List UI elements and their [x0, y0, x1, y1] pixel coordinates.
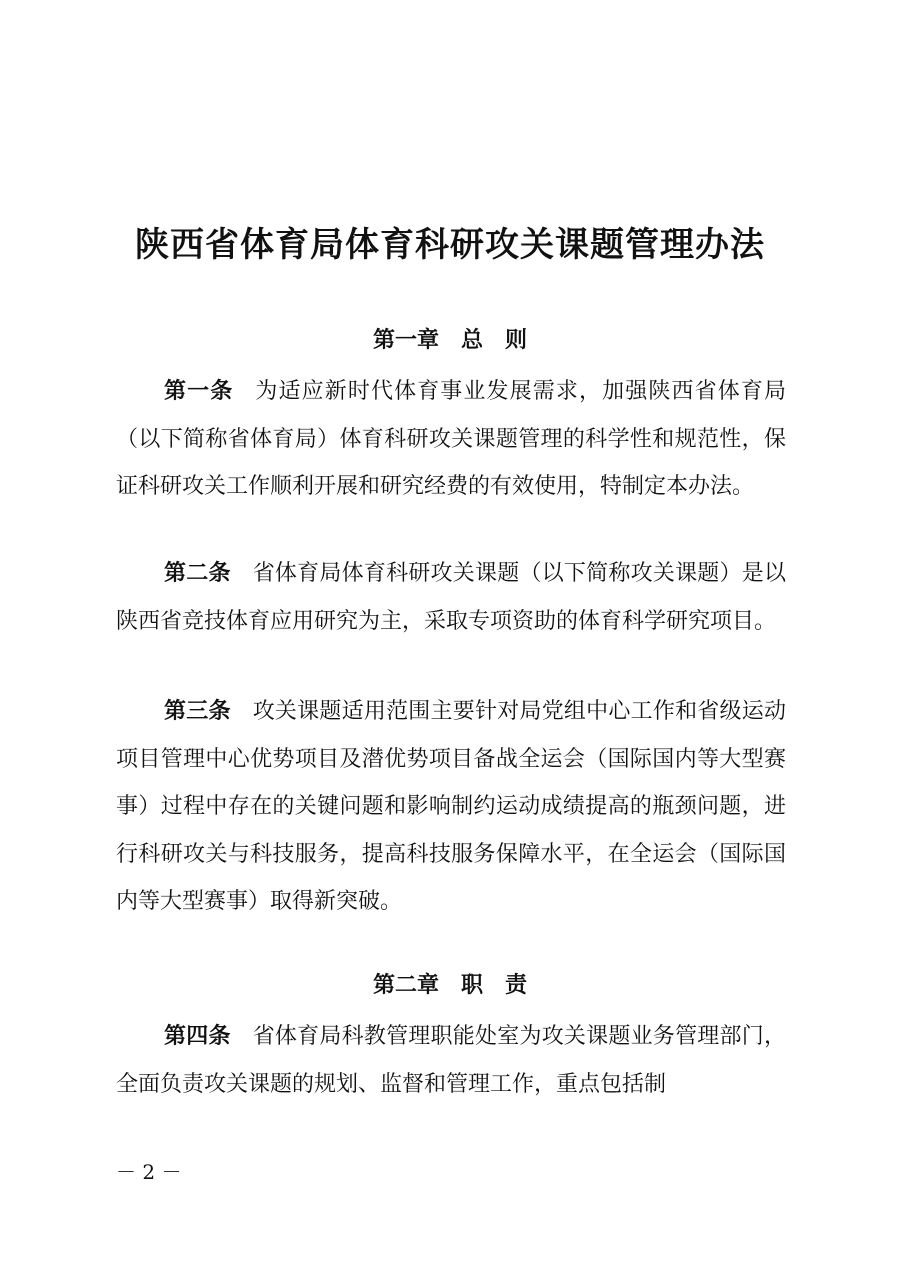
article-text: 省体育局科教管理职能处室为攻关课题业务管理部门，全面负责攻关课题的规划、监督和管理工作，重点包括制 [116, 1024, 786, 1097]
article-label: 第三条 [164, 699, 231, 724]
article-label: 第四条 [164, 1024, 231, 1049]
page-number: － 2 － [116, 1160, 182, 1184]
article-2 [116, 550, 786, 645]
chapter-heading-1: 第一章 总 则 [372, 328, 527, 353]
article-3 [116, 688, 786, 926]
chapter-heading-2: 第二章 职 责 [372, 973, 527, 998]
article-text: 省体育局体育科研攻关课题（以下简称攻关课题）是以陕西省竞技体育应用研究为主，采取专项资助的体育科学研究项目。 [116, 561, 786, 634]
article-4 [116, 1013, 786, 1108]
article-text: 攻关课题适用范围主要针对局党组中心工作和省级运动项目管理中心优势项目及潜优势项目备战全运会（国际国内等大型赛事）过程中存在的关键问题和影响制约运动成绩提高的瓶颈问题，进行科研攻关与科技服务，提高科技服务保障水平，在全运会（国际国内等大型赛事）取得新突破。 [116, 699, 786, 914]
article-label: 第一条 [164, 379, 234, 404]
article-text: 为适应新时代体育事业发展需求，加强陕西省体育局（以下简称省体育局）体育科研攻关课题管理的科学性和规范性，保证科研攻关工作顺利开展和研究经费的有效使用，特制定本办法。 [116, 379, 786, 499]
article-1 [116, 368, 786, 511]
article-label: 第二条 [164, 561, 231, 586]
page-title: 陕西省体育局体育科研攻关课题管理办法 [135, 225, 765, 265]
